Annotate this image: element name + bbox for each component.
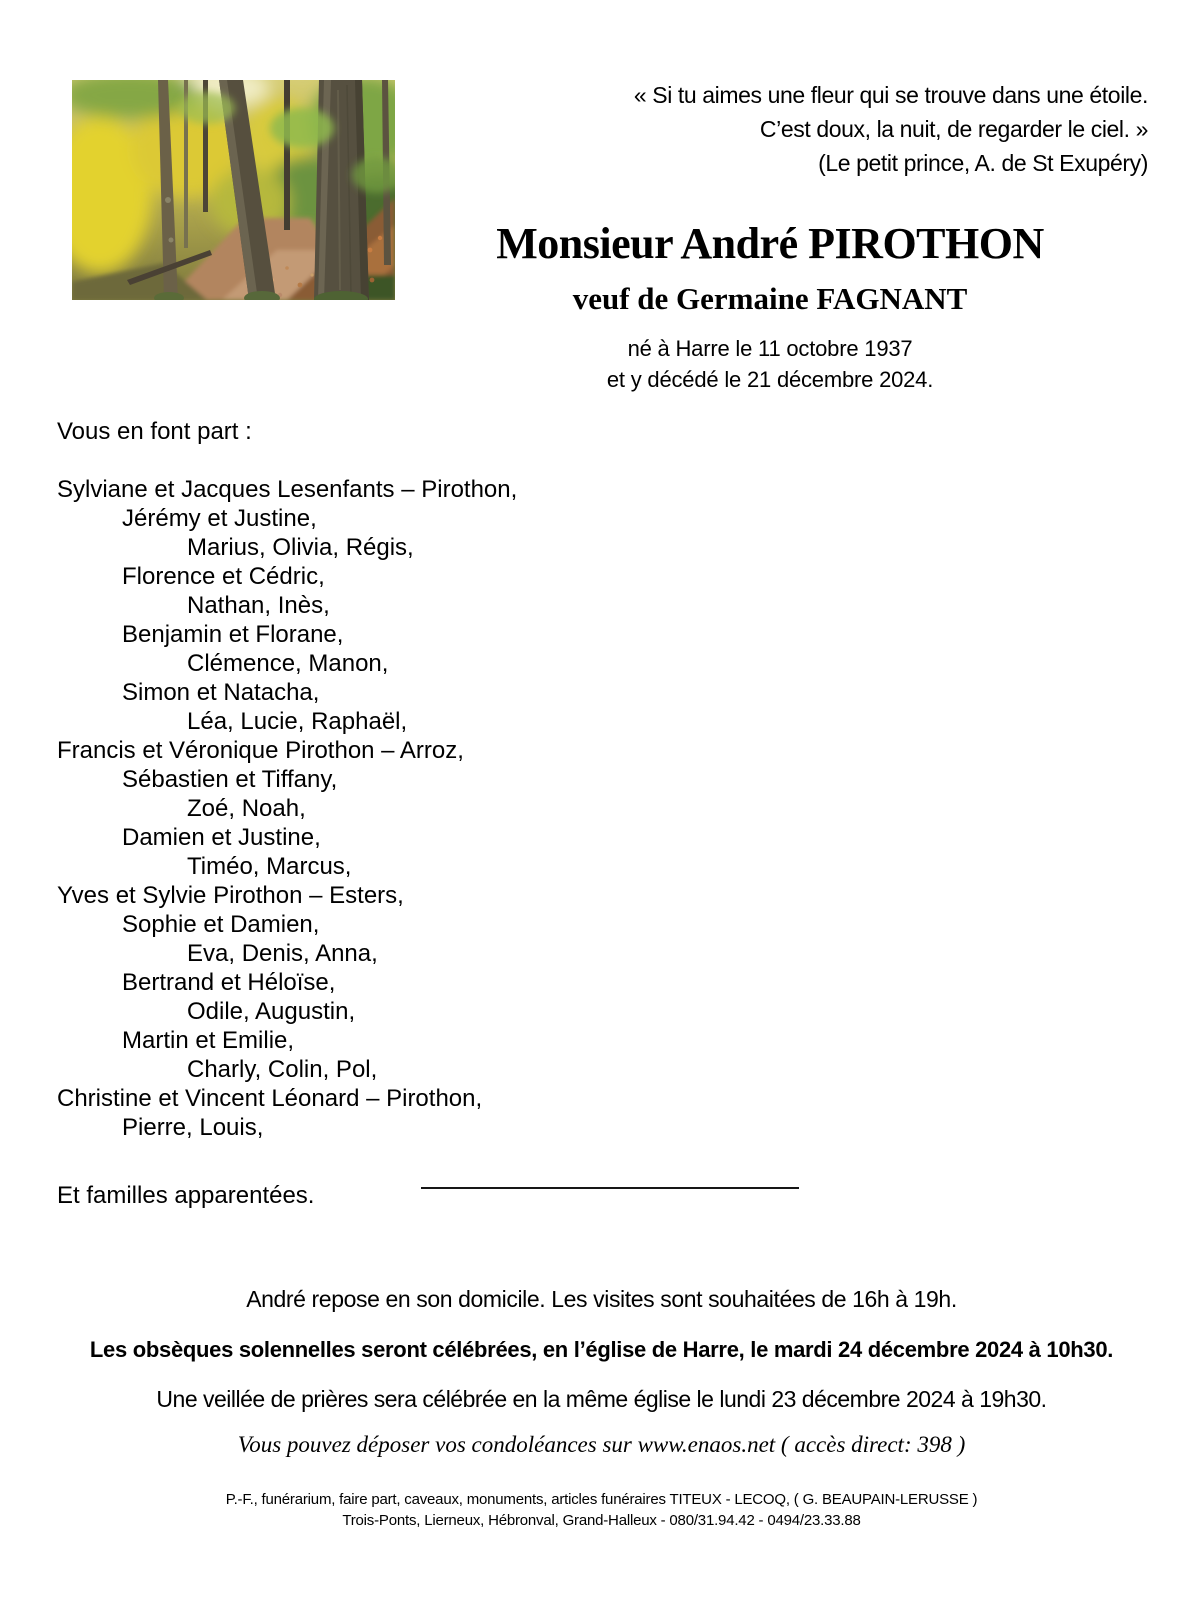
family-member-line: Marius, Olivia, Régis,	[187, 534, 414, 561]
family-outro: Et familles apparentées.	[57, 1182, 315, 1209]
family-member-line: Damien et Justine,	[122, 824, 321, 851]
family-member-line: Léa, Lucie, Raphaël,	[187, 708, 408, 735]
family-member-line: Sébastien et Tiffany,	[122, 766, 338, 793]
quote-line-2: C’est doux, la nuit, de regarder le ciel. »	[759, 116, 1148, 142]
vigil-line: Une veillée de prières sera célébrée en la même église le lundi 23 décembre 2024 à 19h30.	[156, 1386, 1047, 1412]
family-member-line: Odile, Augustin,	[187, 998, 356, 1025]
family-member-line: Pierre, Louis,	[122, 1114, 264, 1141]
condolences-line: Vous pouvez déposer vos condoléances sur www.enaos.net ( accès direct: 398 )	[237, 1432, 966, 1457]
family-member-line: Benjamin et Florane,	[122, 621, 344, 648]
death-line: et y décédé le 21 décembre 2024.	[606, 367, 934, 392]
deceased-dates	[385, 333, 1155, 395]
visits-line: André repose en son domicile. Les visites sont souhaitées de 16h à 19h.	[246, 1286, 957, 1312]
family-member-line: Christine et Vincent Léonard – Pirothon,	[57, 1085, 483, 1112]
funeral-line: Les obsèques solennelles seront célébrées, en l’église de Harre, le mardi 24 décembre 2024 à 10h30.	[89, 1337, 1114, 1362]
quote-line-1: « Si tu aimes une fleur qui se trouve dans une étoile.	[633, 82, 1148, 108]
footer-line-1: P.-F., funérarium, faire part, caveaux, monuments, articles funéraires TITEUX - LECOQ, ( G. BEAUPAIN-LERUSSE )	[225, 1491, 978, 1508]
family-member-line: Nathan, Inès,	[187, 592, 330, 619]
family-member-line: Yves et Sylvie Pirothon – Esters,	[57, 882, 404, 909]
deceased-header	[385, 221, 1155, 395]
deceased-relationship: veuf de Germaine FAGNANT	[572, 281, 968, 316]
funeral-home-footer	[0, 1489, 1203, 1531]
quote-block	[385, 78, 1148, 180]
family-member-line: Francis et Véronique Pirothon – Arroz,	[57, 737, 464, 764]
forest-photo-image	[72, 80, 395, 300]
deceased-name: Monsieur André PIROTHON	[496, 219, 1044, 268]
family-member-line: Simon et Natacha,	[122, 679, 320, 706]
family-member-line: Eva, Denis, Anna,	[187, 940, 378, 967]
family-member-line: Florence et Cédric,	[122, 563, 325, 590]
family-member-line: Charly, Colin, Pol,	[187, 1056, 378, 1083]
family-member-line: Jérémy et Justine,	[122, 505, 317, 532]
family-member-line: Clémence, Manon,	[187, 650, 389, 677]
family-member-line: Zoé, Noah,	[187, 795, 306, 822]
family-member-line: Timéo, Marcus,	[187, 853, 352, 880]
family-member-line: Bertrand et Héloïse,	[122, 969, 336, 996]
family-member-line: Sophie et Damien,	[122, 911, 320, 938]
family-intro: Vous en font part :	[57, 418, 252, 445]
divider	[421, 1187, 799, 1189]
footer-line-2: Trois-Ponts, Lierneux, Hébronval, Grand-Halleux - 080/31.94.42 - 0494/23.33.88	[342, 1512, 861, 1529]
forest-photo	[72, 80, 395, 300]
quote-attribution: (Le petit prince, A. de St Exupéry)	[818, 150, 1148, 176]
family-section	[57, 417, 517, 1210]
family-member-line: Sylviane et Jacques Lesenfants – Pirothon,	[57, 476, 518, 503]
family-list	[57, 475, 517, 1142]
family-member-line: Martin et Emilie,	[122, 1027, 295, 1054]
birth-line: né à Harre le 11 octobre 1937	[627, 336, 913, 361]
